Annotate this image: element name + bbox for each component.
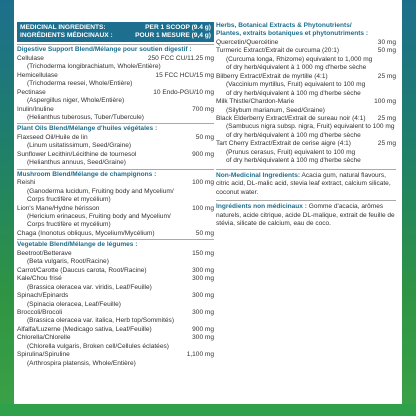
ingredient-qty: 700 mg	[192, 105, 214, 113]
digestive-blend-title: Digestive Support Blend/Mélange pour soutien digestif :	[17, 44, 214, 54]
ingredient-source: (Linum usitatissimum, Seed/Graine)	[27, 142, 132, 150]
ingredient-qty: 50 mg	[195, 229, 214, 237]
ingredient-qty: 100 mg	[374, 98, 396, 106]
ingredient-row	[17, 351, 214, 359]
ingredient-source: (Ganoderma lucidum, Fruiting body and Mycelium/	[27, 187, 174, 195]
ingredient-row	[17, 72, 214, 80]
ingredient-qty: 1,100 mg	[186, 351, 214, 359]
herbs-title-fr: Plantes, extraits botaniques et phytonutriments :	[216, 30, 369, 38]
non-medicinal-label-fr: Ingrédients non médicinaux :	[216, 203, 307, 211]
ingredient-source: (Brassica oleracea var. italica, Herb top/Sommités)	[27, 317, 174, 325]
ingredient-name: Quercetin/Quercétine	[216, 38, 279, 46]
ingredient-source: Corps fructifère et mycélium)	[27, 221, 111, 229]
ingredient-qty: 150 mg	[192, 249, 214, 257]
ingredient-name: Flaxseed Oil/Huile de lin	[17, 133, 88, 141]
ingredient-qty: 300 mg	[192, 266, 214, 274]
ingredient-name: Alfalfa/Luzerne (Medicago sativa, Leaf/Feuille)	[17, 325, 152, 333]
non-medicinal-label: Non-Medicinal Ingredients:	[216, 171, 301, 179]
ingredient-source: of dry herb/équivalent à 100 mg d'herbe sèche	[226, 131, 361, 139]
ingredient-qty: 100 mg	[192, 204, 214, 212]
ingredient-source: (Sambucus nigra subsp. nigra, Fruit) equivalent to 100 mg	[226, 123, 395, 131]
ingredient-source: (Spinacia oleracea, Leaf/Feuille)	[27, 300, 121, 308]
non-medicinal-ingredients-fr	[216, 203, 396, 228]
ingredient-qty: 50 mg	[377, 47, 396, 55]
background-stripe	[0, 404, 416, 416]
ingredient-qty: 30 mg	[377, 38, 396, 46]
ingredient-name: Hemicellulase	[17, 71, 58, 79]
ingredient-name: Beetroot/Betterave	[17, 249, 72, 257]
vegetable-blend-title: Vegetable Blend/Mélange de légumes :	[17, 239, 214, 249]
ingredient-qty: 900 mg	[192, 150, 214, 158]
ingredient-source: (Trichoderma longibrachiatum, Whole/Entière)	[27, 63, 161, 71]
ingredient-name: Spinach/Épinards	[17, 292, 69, 300]
ingredient-name: Lion's Mane/Hydne hérisson	[17, 204, 100, 212]
ingredient-row	[216, 47, 396, 55]
ingredient-row	[216, 39, 396, 47]
ingredient-qty: 25 mg	[377, 140, 396, 148]
ingredient-row	[17, 292, 214, 300]
divider	[216, 169, 396, 170]
ingredient-source: (Curcuma longa, Rhizome) equivalent to 1,000 mg	[226, 55, 373, 63]
ingredient-source: Corps fructifère et mycélium)	[27, 196, 111, 204]
right-column	[216, 22, 396, 228]
ingredient-name: Tart Cherry Extract/Extrait de cerise aigre (4:1)	[216, 140, 351, 148]
ingredient-name: Black Elderberry Extract/Extrait de sureau noir (4:1)	[216, 114, 366, 122]
ingredient-row	[17, 230, 214, 238]
ingredient-source: (Helianthus annuus, Seed/Graine)	[27, 159, 126, 167]
ingredient-source: (Helianthus tuberosus, Tuber/Tubercule)	[27, 114, 144, 122]
ingredient-row	[17, 334, 214, 342]
ingredient-name: Kale/Chou frisé	[17, 275, 62, 283]
ingredient-source: (Trichoderma reesei, Whole/Entière)	[27, 80, 133, 88]
ingredient-name: Broccoli/Brocoli	[17, 309, 63, 316]
ingredient-row	[216, 73, 396, 81]
ingredient-source: of dry herb/équivalent à 100 mg d'herbe sèche	[226, 157, 361, 165]
header-right-fr: POUR 1 MESURE (9,4 g)	[135, 32, 211, 40]
ingredient-row	[17, 151, 214, 159]
ingredient-row	[17, 205, 214, 213]
ingredient-qty: 100 mg	[192, 179, 214, 187]
ingredient-row	[216, 115, 396, 123]
ingredient-qty: 300 mg	[192, 292, 214, 300]
ingredient-source: (Brassica oleracea var. viridis, Leaf/Feuille)	[27, 283, 152, 291]
ingredient-row	[17, 250, 214, 258]
non-medicinal-text-fr: Gomme d'acacia, arômes naturels, acide citrique, acide DL-malique, extrait de feuille de stévia, silicate de calcium, eau de coco.	[216, 203, 395, 227]
ingredient-row	[17, 309, 214, 317]
ingredient-source: of dry herb/équivalent à 1 000 mg d'herbe sèche	[226, 64, 367, 72]
ingredient-name: Turmeric Extract/Extrait de curcuma (20:1)	[216, 47, 340, 55]
ingredient-qty: 300 mg	[192, 334, 214, 342]
non-medicinal-text: Acacia gum, natural flavours, citric acid, DL-malic acid, stevia leaf extract, calcium silicate, coconut water.	[216, 171, 391, 196]
ingredient-qty: 300 mg	[192, 309, 214, 316]
ingredient-source: (Vaccinium myrtillus, Fruit) equivalent to 100 mg	[226, 81, 366, 89]
left-column	[17, 22, 214, 368]
header-left-fr: INGRÉDIENTS MÉDICINAUX :	[20, 32, 113, 40]
ingredient-source: (Prunus cerasus, Fruit) equivalent to 100 mg	[226, 148, 356, 156]
ingredient-qty: 15 FCC HCU/15 mg	[155, 71, 214, 79]
ingredient-source: (Silybum marianum, Seed/Graine)	[226, 106, 325, 114]
ingredient-qty: 25 mg	[377, 114, 396, 122]
ingredient-name: Cellulase	[17, 54, 44, 62]
ingredient-qty: 250 FCC CU/11.25 mg	[147, 54, 214, 62]
plant-oils-blend-title: Plant Oils Blend/Mélange d'huiles végétales :	[17, 123, 214, 133]
ingredient-source: (Hericium erinaceus, Fruiting body and Mycelium/	[27, 213, 171, 221]
ingredient-name: Reishi	[17, 179, 36, 187]
ingredient-row	[216, 140, 396, 148]
ingredient-source: (Chlorella vulgaris, Broken cell/Cellules éclatées)	[27, 342, 169, 350]
herbs-title: Herbs, Botanical Extracts & Phytonutrients/	[216, 22, 352, 29]
header-right-en: PER 1 SCOOP (9.4 g)	[145, 24, 211, 31]
ingredient-qty: 10 Endo-PGU/10 mg	[153, 88, 214, 96]
header-left-en: MEDICINAL INGREDIENTS:	[20, 24, 106, 31]
ingredient-source: (Aspergillus niger, Whole/Entière)	[27, 97, 125, 105]
ingredient-name: Chlorella/Chlorelle	[17, 334, 71, 342]
ingredient-qty: 25 mg	[377, 72, 396, 80]
ingredient-qty: 300 mg	[192, 275, 214, 283]
supplement-facts-panel	[14, 0, 402, 404]
ingredient-name: Bilberry Extract/Extrait de myrtille (4:1)	[216, 72, 328, 80]
divider	[216, 200, 396, 201]
ingredient-row	[17, 179, 214, 187]
ingredient-source: (Beta vulgaris, Root/Racine)	[27, 258, 109, 266]
ingredient-source: of dry herb/équivalent à 100 mg d'herbe sèche	[226, 89, 361, 97]
ingredient-row	[17, 89, 214, 97]
ingredient-row	[17, 326, 214, 334]
ingredient-row	[17, 267, 214, 275]
ingredient-name: Pectinase	[17, 88, 46, 96]
non-medicinal-ingredients	[216, 172, 396, 197]
ingredient-name: Inulin/Inuline	[17, 105, 54, 113]
ingredients-header	[17, 22, 214, 42]
ingredient-row	[216, 98, 396, 106]
ingredient-row	[17, 106, 214, 114]
ingredient-row	[17, 134, 214, 142]
ingredient-name: Sunflower Lecithin/Lécithine de tournesol	[17, 150, 137, 158]
ingredient-name: Carrot/Carotte (Daucus carota, Root/Racine)	[17, 266, 147, 274]
ingredient-row	[17, 55, 214, 63]
ingredient-name: Chaga (Inonotus obliquus, Mycelium/Mycélium)	[17, 229, 155, 237]
ingredient-row	[17, 275, 214, 283]
ingredient-qty: 50 mg	[195, 133, 214, 141]
ingredient-source: (Arthrospira platensis, Whole/Entière)	[27, 359, 136, 367]
ingredient-name: Spirulina/Spiruline	[17, 351, 70, 359]
ingredient-name: Milk Thistle/Chardon-Marie	[216, 98, 295, 106]
ingredient-qty: 900 mg	[192, 325, 214, 333]
mushroom-blend-title: Mushroom Blend/Mélange de champignons :	[17, 169, 214, 179]
